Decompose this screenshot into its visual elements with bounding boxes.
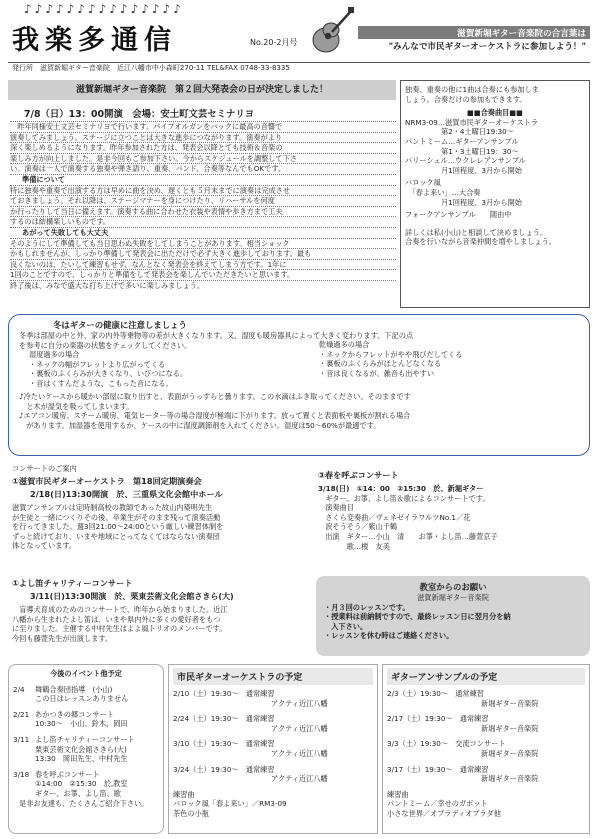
concert2-body <box>12 605 310 643</box>
winter-heading: 冬はギターの健康に注意しましょう <box>53 320 187 330</box>
ensemble-row <box>387 689 585 708</box>
orchestra-time: 2/10（土）19:30～ 通常練習 <box>173 689 275 698</box>
ensemble-venue: 新堀ギター音楽院 <box>481 748 539 758</box>
events-box <box>8 664 164 834</box>
article-line: 良くないのは、たいして練習もせず、なんとなく発表会を終えてしまう方です。1年に <box>10 259 396 270</box>
article-line: そのようにして準備しても当日思わぬ失敗をしてしまうことがあります。相当ショック <box>10 238 396 249</box>
event-line: ギター、お箏、よし笛、歌 <box>35 788 121 798</box>
ensemble-time: 3/3（土）19:30～ 交流コンサート <box>387 739 506 749</box>
office-item: ・授業料は前納制ですので、最終レッスン日に翌月分を納 <box>324 612 511 622</box>
humid-item: ・ネックの幅がフレットより広がってくる <box>29 359 166 369</box>
concert-text: 滋賀アンサンブルは定時制高校の教師であった故山内築明先生 <box>12 503 213 512</box>
event-row <box>13 735 159 764</box>
slogan-line-2: "みんなで市民ギターオーケストラに参加しよう！" <box>358 39 590 56</box>
concert3-date: 3/18(日) ①14：00 ②15:30 於、新堀ギター <box>318 484 484 493</box>
concert-text: に至りました。主催する中村先生はよよ風トリオのメンバーです。 <box>12 624 227 634</box>
article-line: 特に独奏や重奏で出演する方は早めに曲を決め、遅くとも５月末までに演奏は完成させ <box>10 185 396 196</box>
orchestra-song: バロック風「春よ来い」／RM3-09 <box>173 799 287 809</box>
orchestra-venue: アクティ近江八幡 <box>271 698 328 708</box>
event-line: ①14:00 ②15:30 於,教室 <box>35 779 128 789</box>
event-line: 10:30～ 小山、鈴木、岡田 <box>35 719 128 729</box>
ensemble-time: 2/17（土）19:30～ 通常練習 <box>387 714 489 724</box>
concert3-title: ③春を呼ぶコンサート <box>318 470 399 480</box>
newsletter-title: 我楽多通信 <box>12 25 177 56</box>
event-date: 3/18 <box>13 769 30 779</box>
event-line: あかつきの郷コンサート <box>35 709 115 719</box>
concert-text: 今回も藤萱先生が出演します。 <box>12 633 113 643</box>
concert-text: ギター、お箏、よし笛＆歌によるコンサートです。 <box>318 493 490 503</box>
ensemble-line: パリーシェル…ウクレレアンサンブル <box>405 156 526 166</box>
ensembles-sidebar <box>400 80 590 308</box>
orchestra-row <box>173 765 373 784</box>
humid-list <box>29 350 289 388</box>
winter-tip: ♪エアコン暖房、スチーム暖房、電気ヒーター等の場合湿度が極端に下がります。放って置くと表面板や裏板が割れる場合 <box>19 411 411 421</box>
events-heading: 今後のイベント他予定 <box>50 669 122 678</box>
concert-text: 演奏曲目 <box>318 503 354 513</box>
winter-tip: ♪冷たいケースから暖かい部屋に取り出すと、表面がうっすらと曇ります。この水滴はふき取ってください。そのままです <box>19 392 411 402</box>
article-line: かもしれませんが、しっかり準備して発表会に出ただけで必ず大きく進歩しております。最も <box>10 248 396 259</box>
concert-text: 体となっています。 <box>12 541 77 551</box>
article-line: 演奏してみましょう。ステージに立つことは大きな進歩につながります。演奏がより <box>10 132 396 143</box>
office-item: 入下さい。 <box>324 621 368 631</box>
ensemble-row <box>387 739 585 758</box>
ensemble-line: 月1回程度、3月から開始 <box>405 197 522 207</box>
winter-text: 冬季は部屋の中と外、家の内外等乗物等の差が大きくなります。又、湿度も暖房器具によって大きく変わります。下記の点 <box>19 331 414 340</box>
article-line: するのは結構楽しいものです。 <box>10 216 396 227</box>
event-line: 舞鶴合奏団指導 (小山) <box>35 684 113 694</box>
orchestra-venue: アクティ近江八幡 <box>271 774 328 784</box>
concert-text: さくら変奏曲／ヴェネゼイラワルツNo.1／花 <box>318 512 471 522</box>
dry-item: ・ネックからフレットがやや飛びだしてくる <box>319 349 463 359</box>
ensemble-line: パントミーム…ギターアンサンブル <box>405 136 519 146</box>
event-line: 春を呼ぶコンサート <box>35 769 100 779</box>
event-date: 2/4 <box>13 684 25 694</box>
event-row <box>13 685 159 704</box>
concert-text: 八幡から生まれたよし笛は、いまや県内外に多くの愛好者をもつ <box>12 614 221 624</box>
article-line: ておきましょう。それ以降は、ステージマナーを身につけたり、リハーサルを何度 <box>10 195 396 206</box>
ensemble-songs-heading: 練習曲 <box>387 789 409 799</box>
concert-text: 出演 ギター…小山 清 お箏・よし笛…藤萱京子 <box>318 531 498 541</box>
orchestra-time: 3/24（土）19:30～ 通常練習 <box>173 764 275 774</box>
office-heading: 教室からのお願い <box>419 582 487 592</box>
orchestra-row <box>173 689 373 708</box>
ensemble-line: 第1・3土曜日19：30～ <box>405 146 519 156</box>
issue-number: No.20-2月号 <box>250 38 298 47</box>
article-line: 昨年同様安土文芸セミナリヨで行います。パイプオルガンをバックに最高の音響で <box>10 121 396 132</box>
orchestra-heading: 市民ギターオーケストラの予定 <box>173 668 373 685</box>
office-item: ・レッスンを休む時はご連絡ください。 <box>324 631 454 641</box>
concert-text: 歌…榎 友美 <box>318 541 390 551</box>
orchestra-time: 2/24（土）19:30～ 通常練習 <box>173 714 275 724</box>
concert-text: 盲導犬育成のためのコンサートで、昨年から始まりました。近江 <box>12 605 228 614</box>
event-line: この日はレッスンありません <box>35 694 129 704</box>
article-line: い。演奏は一人で演奏する独奏や弾き語り、重奏、バンド、合奏等なんでもOKです。 <box>10 163 396 174</box>
ensemble-schedule-box <box>382 664 590 834</box>
concert-text: 涙そうそう／紫山千鶴 <box>318 522 398 532</box>
ensemble-venue: 新堀ギター音楽院 <box>481 698 539 708</box>
ensemble-row <box>387 765 585 784</box>
orchestra-row <box>173 739 373 758</box>
ensemble-time: 2/3（土）19:30～ 通常練習 <box>387 689 484 698</box>
concert2-title: ①よし笛チャリティーコンサート <box>12 578 133 588</box>
sidebar-text: しょう。合奏だけの参加もできます。 <box>405 94 527 104</box>
fail-heading: あがって失敗しても大丈夫 <box>10 227 396 238</box>
event-line: よし笛チャリティーコンサート <box>35 734 135 744</box>
dry-item: ・音は良くなるが、雑音も出やすい <box>319 368 435 378</box>
orchestra-song: 茶色の小瓶 <box>173 808 209 818</box>
concert-text: を行ってきました。週3回21:00～24:00という厳しい練習体制を <box>12 522 224 532</box>
humid-heading: 湿度過多の場合 <box>29 350 80 360</box>
event-row <box>13 710 159 729</box>
winter-text: を参考に自分の楽器の状態をチェックしてください。 <box>19 340 192 350</box>
event-line: 是非お友達も、たくさんご紹介下さい。 <box>19 798 149 808</box>
concerts-heading: コンサートのご案内 <box>12 464 77 473</box>
ensemble-line: 「春よ来い」…大合奏 <box>405 187 481 197</box>
dry-heading: 乾燥過多の場合 <box>319 340 370 350</box>
ensemble-song: 小さな世界／オブラディオブラダ他 <box>387 808 501 818</box>
concert-text: が生徒と一緒につくりその後、卒業生がそのまま残って演奏活動 <box>12 512 221 522</box>
prep-heading: 準備について <box>10 174 396 185</box>
sidebar-text: 合奏を行いながら音楽仲間を増やしましょう。 <box>405 237 556 247</box>
article-line: か行ったりして当日に備えます。演奏する曲に合わせた衣装や表情や歩き方まで工夫 <box>10 206 396 217</box>
orchestra-box <box>168 664 378 834</box>
humid-item: ・裏板のふくらみが大きくなり、いびつになる。 <box>29 369 188 379</box>
publisher-line: 発行所 滋賀新堀ギター音楽院 近江八幡市中小森町270-11 TEL&FAX 0748-33-8335 <box>12 64 290 72</box>
office-item: ・月３回のレッスンです。 <box>324 602 410 612</box>
recital-date: 7/8（日）13：00開演 会場：安土町文芸セミナリヨ <box>24 109 255 120</box>
concert-text: ずっと続けており、いまや地域にとってなくてはならない演奏団 <box>12 531 220 541</box>
ensemble-line: フォークアンサンブル 随由中 <box>405 210 512 220</box>
humid-item: ・音はくすんだような、こもった音になる。 <box>29 378 173 388</box>
music-notes-decoration: ♪♪♪♪♪♪♪♪♪♪♪♪♪♪♪ <box>24 2 184 16</box>
orchestra-time: 3/10（土）19:30～ 通常練習 <box>173 739 275 749</box>
event-row <box>13 770 159 808</box>
dry-item: ・裏板のふくらみがほとんどなくなる <box>319 359 442 369</box>
event-date: 3/11 <box>13 734 30 744</box>
slogan-line-1: 滋賀新堀ギター音楽院の合言葉は <box>358 26 590 43</box>
sidebar-text: 独奏、重奏の他に1曲は合奏にも参加しま <box>405 85 539 94</box>
ensemble-venue: 新堀ギター音楽院 <box>481 723 539 733</box>
dry-list <box>319 340 579 378</box>
ensemble-row <box>387 714 585 733</box>
orchestra-row <box>173 714 373 733</box>
orchestra-songs-heading: 練習曲 <box>173 789 195 799</box>
article-line: 1回のことですので、しっかりと準備をして発表会を楽しんでいただきたいと思います。 <box>10 269 396 280</box>
winter-care-box <box>8 314 590 456</box>
ensemble-song: パントミーム／幸せのガボット <box>387 799 488 809</box>
ensemble-schedule-heading: ギターアンサンブルの予定 <box>387 668 585 685</box>
orchestra-venue: アクティ近江八幡 <box>271 723 328 733</box>
ensemble-venue: 新堀ギター音楽院 <box>481 774 539 784</box>
concert3-body <box>318 484 590 551</box>
recital-banner: 滋賀新堀ギター音楽院 第２回大発表会の日が決定しました！ <box>8 80 396 100</box>
concert1-title: ①滋賀市民ギターオーケストラ 第18回定期演奏会 <box>12 476 202 486</box>
event-line: 栗東芸術文化会館さきら(大) <box>35 744 127 754</box>
orchestra-venue: アクティ近江八幡 <box>271 748 328 758</box>
ensemble-line: バロック風 <box>405 178 441 188</box>
ensemble-time: 3/17（土）19:30～ 通常練習 <box>387 764 489 774</box>
sidebar-text: 詳しくは私(小山)と相談して決めましょう。 <box>405 227 548 237</box>
concert1-body <box>12 503 310 551</box>
event-line: 13:30 岡田先生、中村先生 <box>35 754 128 764</box>
office-sub: 滋賀新堀ギター音楽院 <box>417 593 489 602</box>
winter-tip: があります。加湿器を使用するか、ケースの中に湿度調節剤を入れてください。湿度は50～60%が最適です。 <box>19 420 381 430</box>
event-date: 2/21 <box>13 709 30 719</box>
article-line: 終了後は、みなで盛大な打ち上げで多いに楽しみましょう。 <box>10 280 396 291</box>
songs-heading: ■■合奏曲目■■ <box>467 108 523 118</box>
ensemble-line: 月1回程度、3月から開始 <box>405 165 522 175</box>
article-line: 深く楽しめるようになります。昨年参加された方は、発表会以降とても技術＆音楽の <box>10 142 396 153</box>
header-divider <box>8 62 590 63</box>
concert1-date: 2/18(日)13:30開演 於、三重県文化会館中ホール <box>30 489 223 499</box>
recital-article <box>10 121 396 291</box>
article-line: 楽しみ方が向上しました。是非今回もご参加下さい。今からスケジュールを調整して下さ <box>10 153 396 164</box>
winter-tip: と木が湿気を吸ってしまいます。 <box>19 401 134 411</box>
ensemble-line: 第2・4土曜日19:30～ <box>405 127 514 137</box>
concert2-date: 3/11(日)13:30開演 於、栗東芸術文化会館さきら(大) <box>30 592 234 601</box>
guitar-icon <box>310 6 356 54</box>
ensemble-line: NRM3-09…滋賀市民ギターオーケストラ <box>405 117 539 127</box>
office-request-box <box>316 576 590 656</box>
